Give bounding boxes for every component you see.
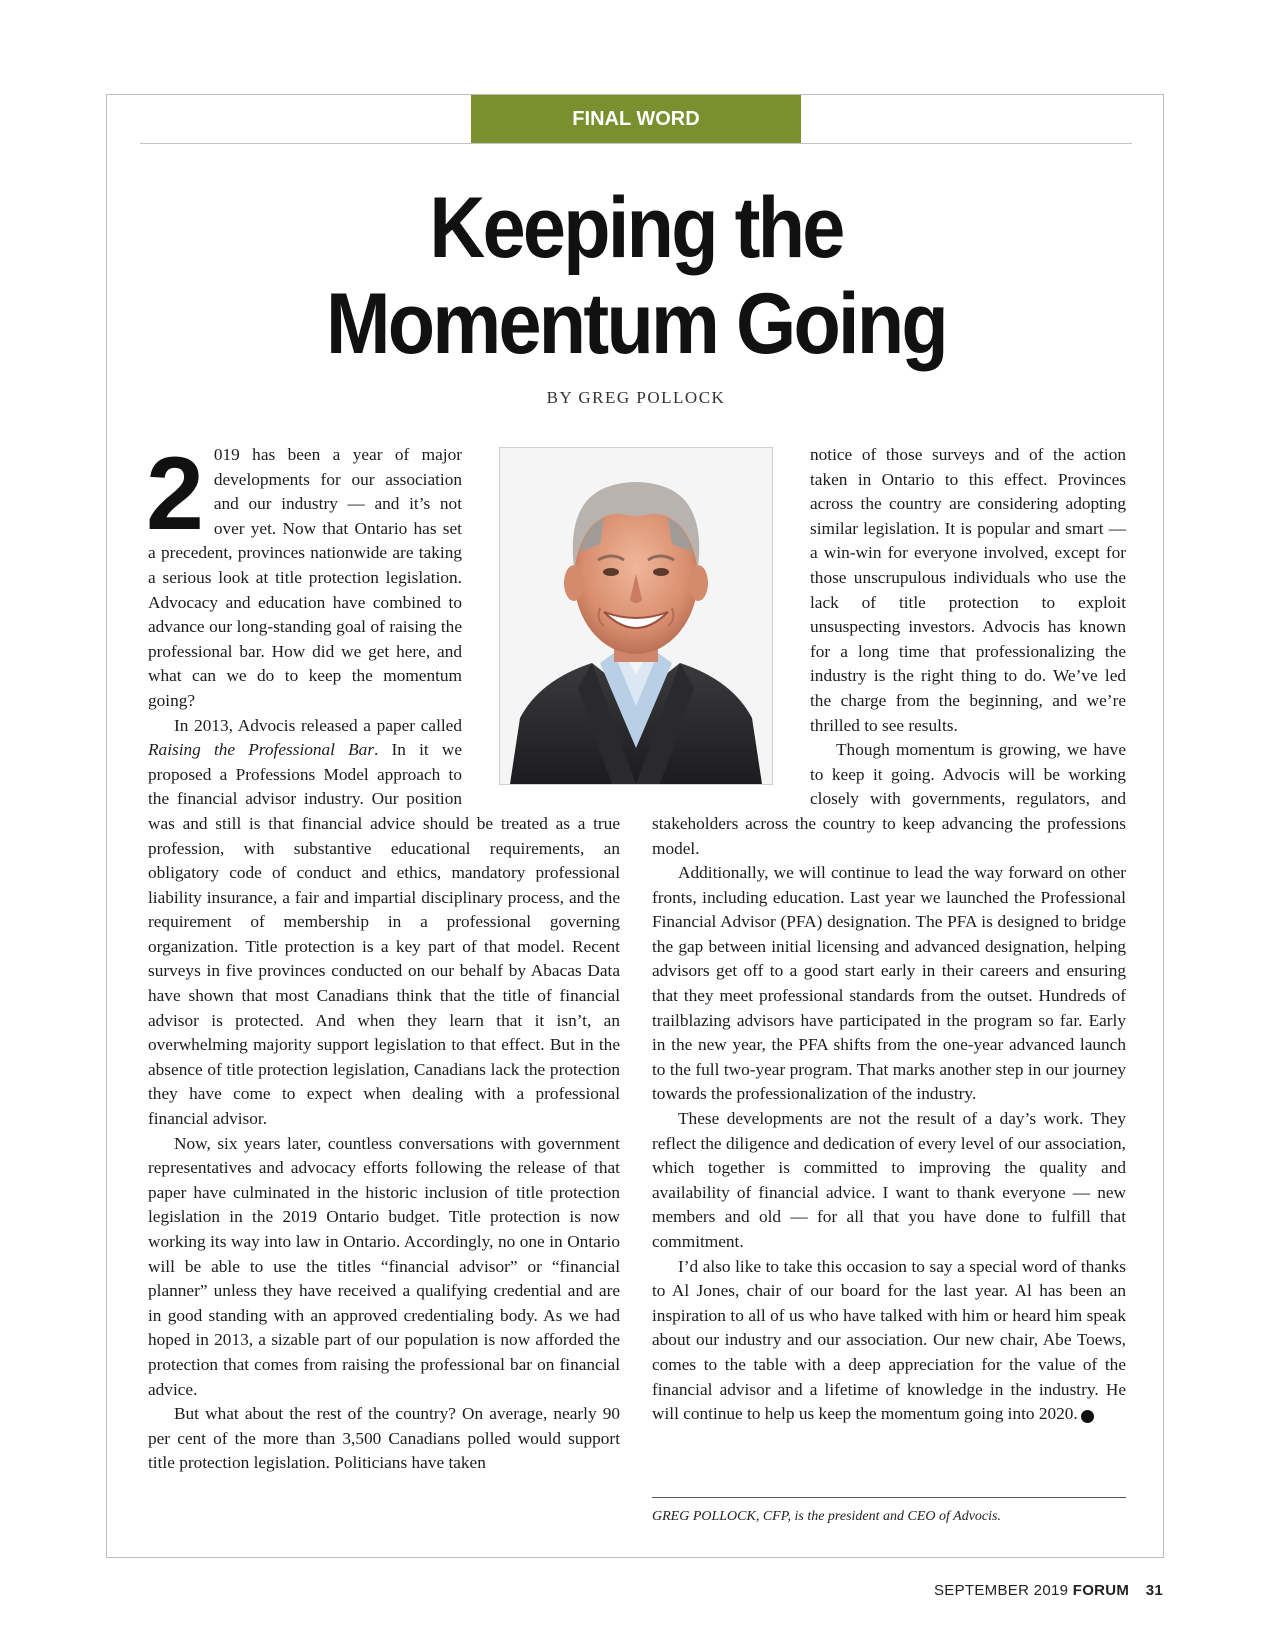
page-number: 31 bbox=[1145, 1582, 1163, 1599]
issue-date: SEPTEMBER 2019 bbox=[934, 1582, 1069, 1599]
paragraph: notice of those surveys and of the action taken in Ontario to this effect. Provinces across the country are considering adopting similar legislation. It is popular and smart — a win-win for everyone involved, except for those unscrupulous individuals who use the lack of title protection to exploit unsuspecting investors. Advocis has known for a long time that professionalizing the industry is the right thing to do. We’ve led the charge from the beginning, and we’re thrilled to see results. bbox=[810, 445, 1126, 735]
paragraph: In 2013, Advocis released a paper called Raising the Professional Bar. In it we proposed a Professions Model approach to the financial advisor industry. Our position was and still is that financial advice should be treated as a true profession, with substantive educational requirements, an obligatory code of conduct and ethics, mandatory professional liability insurance, a fair and impartial disciplinary process, and the requirement of membership in a professional governing organization. Title protection is a key part of that model. Recent surveys in five provinces conducted on our behalf by Abacas Data have shown that most Canadians think that the title of financial advisor is protected. And when they learn that it isn’t, an overwhelming majority support legislation to that effect. But in the absence of title protection legislation, Canadians lack the protection they have come to expect when dealing with a professional financial advisor. bbox=[148, 715, 620, 1129]
magazine-name: FORUM bbox=[1072, 1582, 1130, 1599]
header-rule bbox=[140, 143, 1132, 144]
portrait-illustration bbox=[500, 448, 772, 784]
bio-rule bbox=[652, 1497, 1126, 1498]
paper-title: Raising the Professional Bar bbox=[148, 740, 375, 760]
page-footer bbox=[934, 1582, 1163, 1599]
article-title bbox=[190, 180, 1083, 372]
paragraph: 019 has been a year of major developments for our association and our industry — and it’s not over yet. Now that Ontario has set a precedent, provinces nationwide are taking a serious look at title protection legislation. Advocacy and education have combined to advance our long-standing goal of raising the professional bar. How did we get here, and what can we do to keep the momentum going? bbox=[148, 445, 462, 710]
end-mark-icon: F bbox=[1081, 1410, 1094, 1423]
paragraph: I’d also like to take this occasion to say a special word of thanks to Al Jones, chair of our board for the last year. Al has been an inspiration to all of us who have talked with him or heard him speak about our industry and our association. Our new chair, Abe Toews, comes to the table with a deep appreciation for the value of the financial advisor and a lifetime of knowledge in the industry. He will continue to help us keep the momentum going into 2020. F bbox=[652, 1256, 1126, 1424]
title-line-2: Momentum Going bbox=[325, 276, 947, 372]
byline: BY GREG POLLOCK bbox=[546, 388, 726, 407]
paragraph: Additionally, we will continue to lead the way forward on other fronts, including education. Last year we launched the Professional Financial Advisor (PFA) designation. The PFA is designed to bridge the gap between initial licensing and advanced designation, helping advisors get off to a good start early in their careers and ensuring that they meet professional standards from the outset. Hundreds of trailblazing advisors have participated in the program so far. Early in the new year, the PFA shifts from the one-year advanced launch to the full two-year program. That marks another step in our journey towards the professionalization of the industry. bbox=[652, 863, 1126, 1104]
paragraph: Though momentum is growing, we have to keep it going. Advocis will be working closely with governments, regulators, and stakeholders across the country to keep advancing the professions model. bbox=[652, 740, 1126, 858]
paragraph: But what about the rest of the country? On average, nearly 90 per cent of the more than 3,500 Canadians polled would support title protection legislation. Politicians have taken bbox=[148, 1404, 620, 1473]
section-tag: FINAL WORD bbox=[471, 95, 801, 143]
author-bio: GREG POLLOCK, CFP, is the president and CEO of Advocis. bbox=[652, 1509, 1001, 1524]
paragraph: Now, six years later, countless conversations with government representatives and advocacy efforts following the release of that paper have culminated in the historic inclusion of title protection legislation in the 2019 Ontario budget. Title protection is now working its way into law in Ontario. Accordingly, no one in Ontario will be able to use the titles “financial advisor” or “financial planner” unless they have received a qualifying credential and are in good standing with an approved credentialing body. As we had hoped in 2013, a sizable part of our population is now afforded the protection that comes from raising the professional bar on financial advice. bbox=[148, 1133, 620, 1399]
paragraph: These developments are not the result of a day’s work. They reflect the diligence and dedication of every level of our association, which together is committed to improving the quality and availability of financial advice. I want to thank everyone — new members and old — for all that you have done to fulfill that commitment. bbox=[652, 1109, 1126, 1251]
drop-cap: 2 bbox=[146, 436, 204, 552]
author-photo bbox=[499, 447, 773, 785]
title-line-1: Keeping the bbox=[429, 180, 843, 276]
